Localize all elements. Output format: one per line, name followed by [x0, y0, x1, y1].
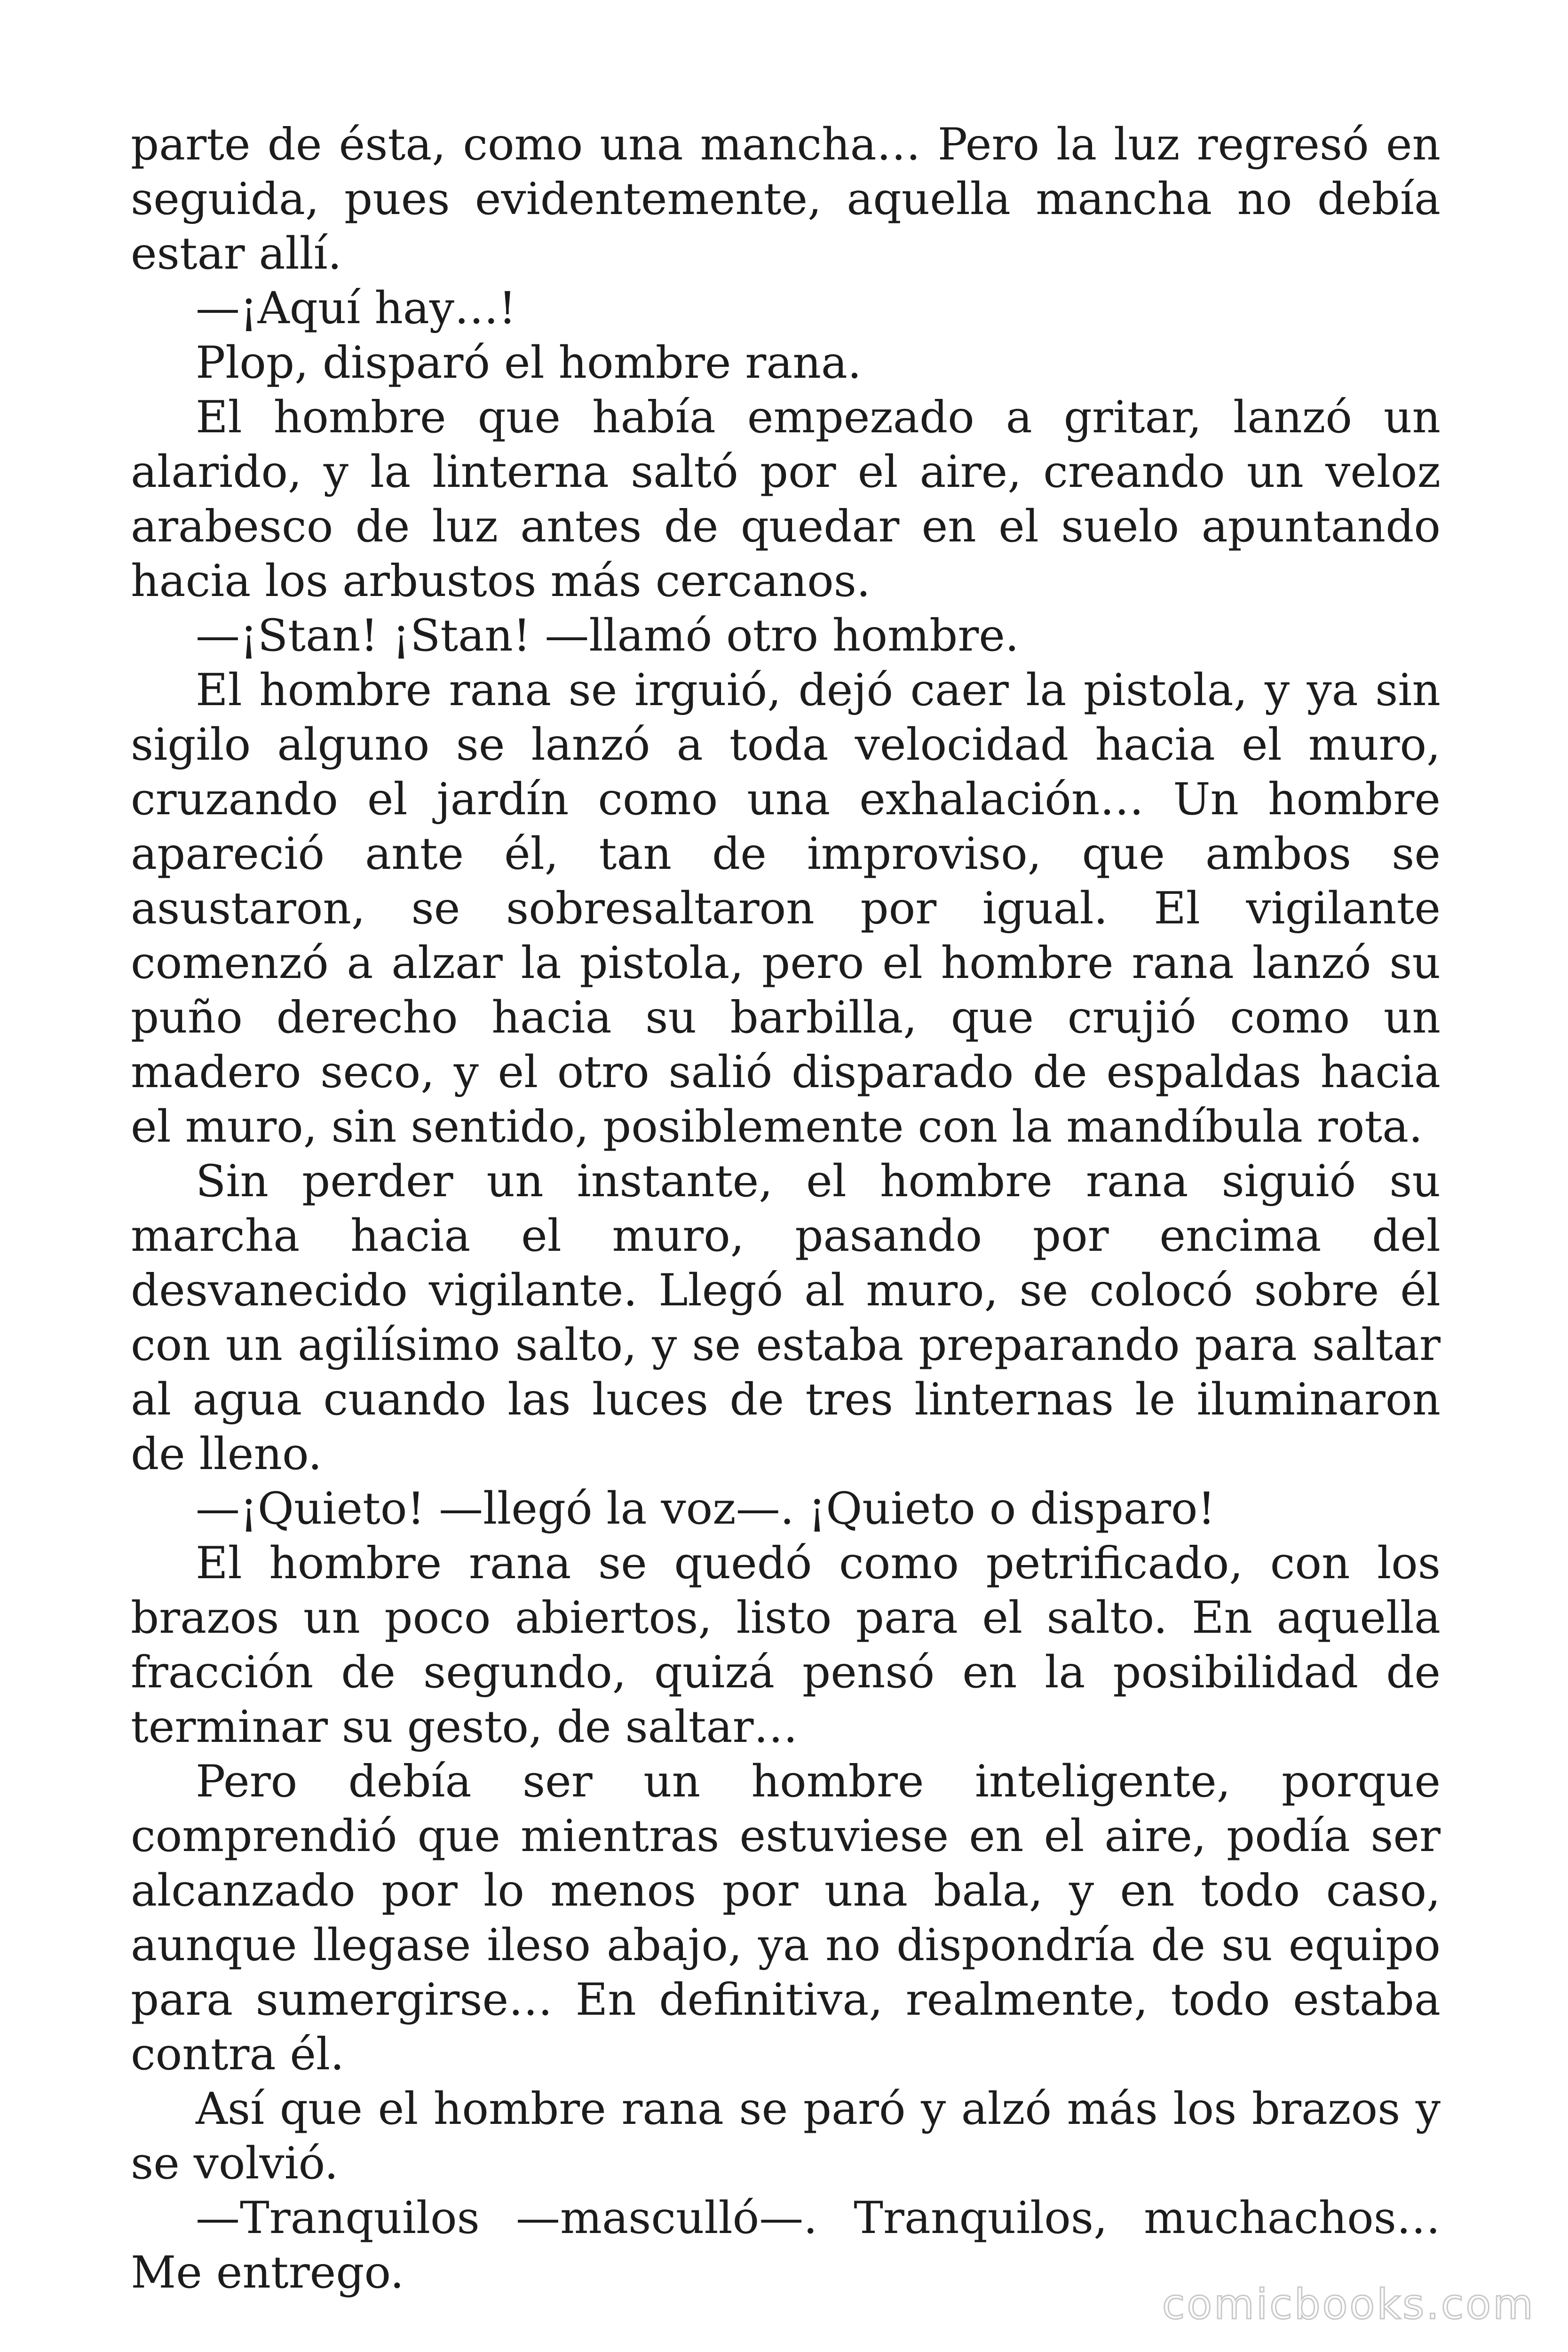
paragraph: El hombre que había empezado a gritar, lanzó un alarido, y la linterna saltó por el aire, creando un veloz arabesco de luz antes de quedar en el suelo apuntando hacia los arbustos más cercanos. — [131, 392, 1441, 607]
paragraph: Sin perder un instante, el hombre rana siguió su marcha hacia el muro, pasando por encima del desvanecido vigilante. Llegó al muro, se colocó sobre él con un agilísimo salto, y se estaba preparando para saltar al agua cuando las luces de tres linternas le iluminaron de lleno. — [131, 1156, 1441, 1480]
paragraph-dialogue: —Tranquilos —masculló—. Tranquilos, muchachos… Me entrego. — [131, 2193, 1441, 2298]
body-text — [131, 118, 1441, 2300]
site-watermark: comicbooks.com — [1162, 2280, 1535, 2328]
paragraph-dialogue: —¡Quieto! —llegó la voz—. ¡Quieto o disparo! — [196, 1483, 1216, 1534]
paragraph-dialogue: —¡Aquí hay…! — [196, 283, 516, 334]
paragraph: Plop, disparó el hombre rana. — [196, 337, 862, 389]
paragraph-dialogue: —¡Stan! ¡Stan! —llamó otro hombre. — [196, 610, 1019, 661]
paragraph-continuation: parte de ésta, como una mancha… Pero la luz regresó en seguida, pues evidentemente, aquella mancha no debía estar allí. — [131, 119, 1441, 279]
paragraph: El hombre rana se quedó como petrificado, con los brazos un poco abiertos, listo para el salto. En aquella fracción de segundo, quizá pensó en la posibilidad de terminar su gesto, de saltar… — [131, 1538, 1441, 1753]
paragraph: Así que el hombre rana se paró y alzó más los brazos y se volvió. — [131, 2083, 1441, 2189]
paragraph: El hombre rana se irguió, dejó caer la pistola, y ya sin sigilo alguno se lanzó a toda velocidad hacia el muro, cruzando el jardín como una exhalación… Un hombre apareció ante él, tan de improviso, que ambos se asustaron, se sobresaltaron por igual. El vigilante comenzó a alzar la pistola, pero el hombre rana lanzó su puño derecho hacia su barbilla, que crujió como un madero seco, y el otro salió disparado de espaldas hacia el muro, sin sentido, posiblemente con la mandíbula rota. — [131, 665, 1441, 1152]
paragraph: Pero debía ser un hombre inteligente, porque comprendió que mientras estuviese en el aire, podía ser alcanzado por lo menos por una bala, y en todo caso, aunque llegase ileso abajo, ya no dispondría de su equipo para sumergirse… En definitiva, realmente, todo estaba contra él. — [131, 1756, 1441, 2080]
